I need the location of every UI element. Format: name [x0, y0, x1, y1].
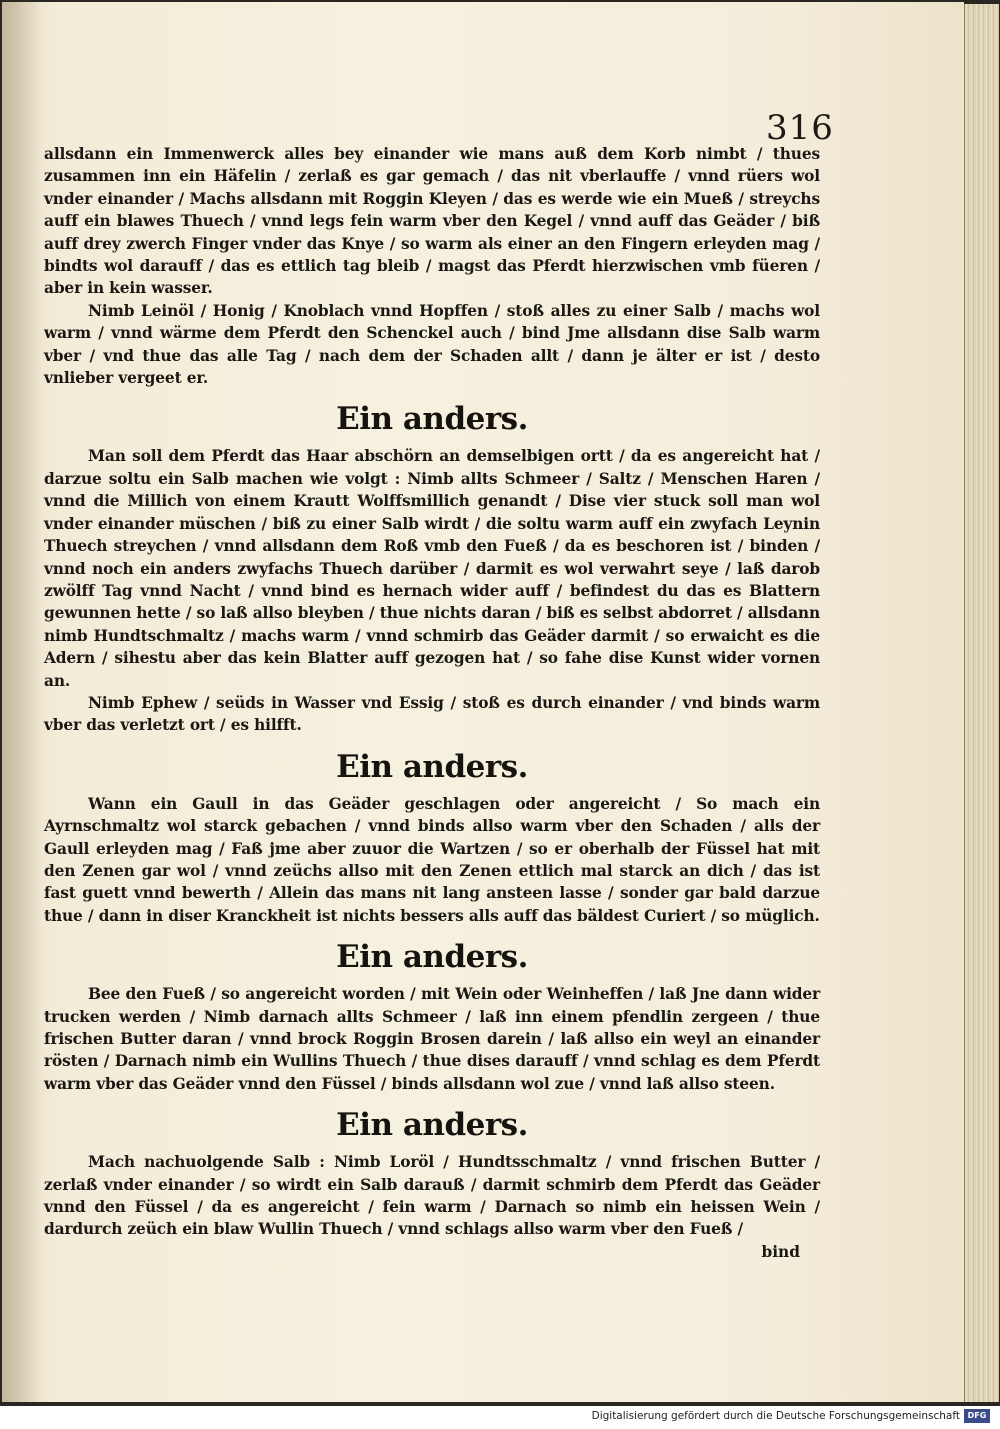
section-heading: Ein anders. [336, 1107, 528, 1144]
section-heading: Ein anders. [336, 748, 528, 785]
section-heading: Ein anders. [336, 401, 528, 438]
section-heading: Ein anders. [336, 939, 528, 976]
catchword: bind [761, 1242, 800, 1261]
page-edges [964, 4, 999, 1402]
text-block [44, 143, 820, 1263]
dfg-logo: DFG [964, 1409, 990, 1423]
paragraph: Nimb Ephew / seüds in Wasser vnd Essig / stoß es durch einander / vnd binds warm vber das verletzt ort / es hilfft. [44, 693, 820, 735]
spine-shadow [2, 2, 42, 1402]
paragraph: Wann ein Gaull in das Geäder geschlagen oder angereicht / So mach ein Ayrnschmaltz wol starck gebachen / vnnd binds allso warm vber den Schaden / alls der Gaull erleyden mag / Faß jme aber zuuor die Wartzen / so er oberhalb der Füssel hat mit den Zenen gar wol / vnnd zeüchs allso mit den Zenen ettlich mal starck an dich / das ist fast guett vnnd bewerth / Allein das mans nit lang ansteen lasse / sonder gar bald darzue thue / dann in diser Kranckheit ist nichts bessers alls auff das bäldest Curiert / so müglich. [44, 794, 820, 925]
page-number: 316 [766, 108, 834, 148]
paragraph: Bee den Fueß / so angereicht worden / mit Wein oder Weinheffen / laß Jne dann wider trucken werden / Nimb darnach allts Schmeer / laß inn einem pfendlin zergeen / thue frischen Butter daran / vnnd brock Roggin Brosen darein / laß allso ein weyl an einander rösten / Darnach nimb ein Wullins Thuech / thue dises darauff / vnnd schlag es dem Pferdt warm vber das Geäder vnnd den Füssel / binds allsdann wol zue / vnnd laß allso steen. [44, 985, 820, 1093]
paragraph: Mach nachuolgende Salb : Nimb Loröl / Hundtsschmaltz / vnnd frischen Butter / zerlaß vnder einander / so wirdt ein Salb darauß / darmit schmirb dem Pferdt das Geäder vnnd den Füssel / da es angereicht / fein warm / Darnach so nimb ein heissen Wein / dardurch zeüch ein blaw Wullin Thuech / vnnd schlags allso warm vber den Fueß / [44, 1153, 820, 1239]
paragraph: Man soll dem Pferdt das Haar abschörn an demselbigen ortt / da es angereicht hat / darzue soltu ein Salb machen wie volgt : Nimb allts Schmeer / Saltz / Menschen Haren / vnnd die Millich von einem Krautt Wolffsmillich genandt / Dise vier stuck soll man wol vnder einander müschen / biß zu einer Salb wirdt / die soltu warm auff ein zwyfach Leynin Thuech streychen / vnnd allsdann dem Roß vmb den Fueß / da es beschoren ist / binden / vnnd noch ein anders zwyfachs Thuech darüber / darmit es wol verwahrt seye / laß darob zwölff Tag vnnd Nacht / vnnd bind es hernach wider auff / befindest du das es Blattern gewunnen hette / so laß allso bleyben / thue nichts daran / biß es selbst abdorret / allsdann nimb Hundtschmaltz / machs warm / vnnd schmirb das Geäder darmit / so erwaicht es die Adern / sihestu aber das kein Blatter auff gezogen hat / so fahe dise Kunst wider vornen an. [44, 447, 820, 690]
footer-credit: Digitalisierung gefördert durch die Deutsche Forschungsgemeinschaft [591, 1410, 960, 1422]
paragraph: allsdann ein Immenwerck alles bey einander wie mans auß dem Korb nimbt / thues zusammen inn ein Häfelin / zerlaß es gar gemach / das nit vberlauffe / vnnd rüers wol vnder einander / Machs allsdann mit Roggin Kleyen / das es werde wie ein Mueß / streychs auff ein blawes Thuech / vnnd legs fein warm vber den Kegel / vnnd auff das Geäder / biß auff drey zwerch Finger vnder das Knye / so warm als einer an den Fingern erleyden mag / bindts wol darauff / das es ettlich tag bleib / magst das Pferdt hierzwischen vmb füeren / aber in kein wasser. [44, 145, 820, 298]
paragraph: Nimb Leinöl / Honig / Knoblach vnnd Hopffen / stoß alles zu einer Salb / machs wol warm / vnnd wärme dem Pferdt den Schenckel auch / bind Jme allsdann dise Salb warm vber / vnd thue das alle Tag / nach dem der Schaden allt / dann je älter er ist / desto vnlieber vergeet er. [44, 301, 820, 388]
